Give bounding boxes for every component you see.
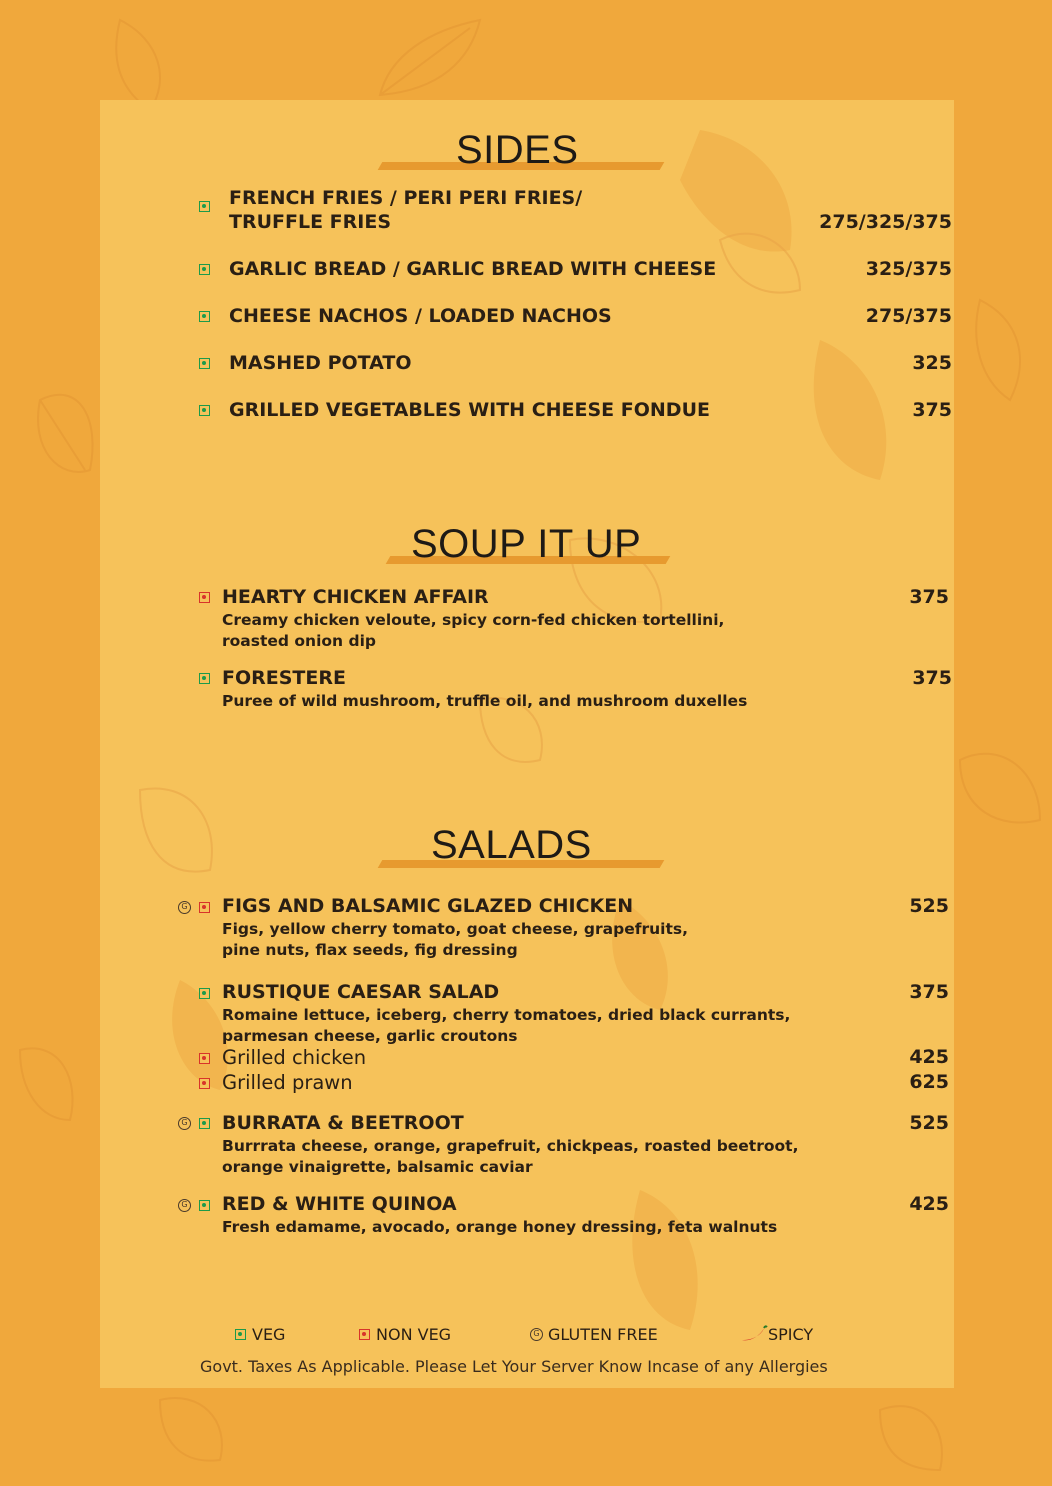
chili-icon — [740, 1324, 768, 1344]
legend-spicy: SPICY — [768, 1325, 814, 1344]
menu-item-title: HEARTY CHICKEN AFFAIR — [222, 586, 489, 608]
menu-item-description: Figs, yellow cherry tomato, goat cheese, grapefruits, — [222, 920, 688, 938]
gluten-free-icon: G — [178, 1117, 191, 1130]
non-veg-icon — [199, 1078, 210, 1089]
menu-item-title: MASHED POTATO — [229, 352, 412, 374]
non-veg-icon — [199, 902, 210, 913]
menu-item-price: 375 — [909, 586, 949, 608]
menu-item-title: Grilled chicken — [222, 1046, 367, 1069]
menu-item-description: pine nuts, flax seeds, fig dressing — [222, 941, 518, 959]
veg-icon — [199, 311, 210, 322]
menu-item-price: 275/375 — [865, 305, 952, 327]
menu-item-description: Puree of wild mushroom, truffle oil, and mushroom duxelles — [222, 692, 748, 710]
menu-item-title: CHEESE NACHOS / LOADED NACHOS — [229, 305, 612, 327]
veg-icon — [199, 264, 210, 275]
menu-item-title: RED & WHITE QUINOA — [222, 1193, 457, 1215]
menu-item-title: BURRATA & BEETROOT — [222, 1112, 464, 1134]
menu-item-description: parmesan cheese, garlic croutons — [222, 1027, 518, 1045]
veg-icon — [199, 358, 210, 369]
soup-heading: SOUP IT UP — [411, 522, 642, 566]
menu-item-title: TRUFFLE FRIES — [229, 211, 392, 233]
menu-item-price: 425 — [909, 1193, 949, 1215]
menu-item-title: RUSTIQUE CAESAR SALAD — [222, 981, 500, 1003]
menu-item-description: Romaine lettuce, iceberg, cherry tomatoes, dried black currants, — [222, 1006, 791, 1024]
menu-item-description: orange vinaigrette, balsamic caviar — [222, 1158, 533, 1176]
menu-item-price: 375 — [909, 981, 949, 1003]
legend-gluten-free: GLUTEN FREE — [548, 1325, 658, 1344]
veg-icon — [199, 201, 210, 212]
veg-icon — [199, 988, 210, 999]
menu-item-price: 375 — [912, 399, 952, 421]
menu-item-price: 425 — [909, 1046, 949, 1068]
non-veg-icon — [199, 592, 210, 603]
non-veg-icon — [359, 1329, 370, 1340]
gluten-free-icon: G — [178, 1199, 191, 1212]
veg-icon — [199, 673, 210, 684]
menu-item-title: GARLIC BREAD / GARLIC BREAD WITH CHEESE — [229, 258, 717, 280]
menu-item-description: Burrrata cheese, orange, grapefruit, chickpeas, roasted beetroot, — [222, 1137, 799, 1155]
menu-item-title: GRILLED VEGETABLES WITH CHEESE FONDUE — [229, 399, 710, 421]
veg-icon — [199, 1118, 210, 1129]
menu-item-description: roasted onion dip — [222, 632, 376, 650]
menu-item-price: 375 — [912, 667, 952, 689]
sides-heading: SIDES — [456, 128, 579, 172]
veg-icon — [199, 405, 210, 416]
menu-item-title: FIGS AND BALSAMIC GLAZED CHICKEN — [222, 895, 634, 917]
veg-icon — [199, 1200, 210, 1211]
legend-veg: VEG — [252, 1325, 286, 1344]
gluten-free-icon: G — [530, 1328, 543, 1341]
menu-item-title: FORESTERE — [222, 667, 346, 689]
gluten-free-icon: G — [178, 901, 191, 914]
menu-item-price: 625 — [909, 1071, 949, 1093]
menu-item-description: Creamy chicken veloute, spicy corn-fed chicken tortellini, — [222, 611, 725, 629]
menu-item-price: 325/375 — [865, 258, 952, 280]
menu-item-price: 525 — [909, 1112, 949, 1134]
footer-note: Govt. Taxes As Applicable. Please Let Your Server Know Incase of any Allergies — [200, 1357, 828, 1376]
menu-item-price: 275/325/375 — [819, 211, 952, 233]
menu-item-price: 325 — [912, 352, 952, 374]
menu-item-title: FRENCH FRIES / PERI PERI FRIES/ — [229, 187, 583, 209]
menu-item-price: 525 — [909, 895, 949, 917]
legend-non-veg: NON VEG — [376, 1325, 452, 1344]
salads-heading: SALADS — [431, 823, 592, 867]
non-veg-icon — [199, 1053, 210, 1064]
veg-icon — [235, 1329, 246, 1340]
menu-item-title: Grilled prawn — [222, 1071, 353, 1094]
menu-item-description: Fresh edamame, avocado, orange honey dressing, feta walnuts — [222, 1218, 778, 1236]
